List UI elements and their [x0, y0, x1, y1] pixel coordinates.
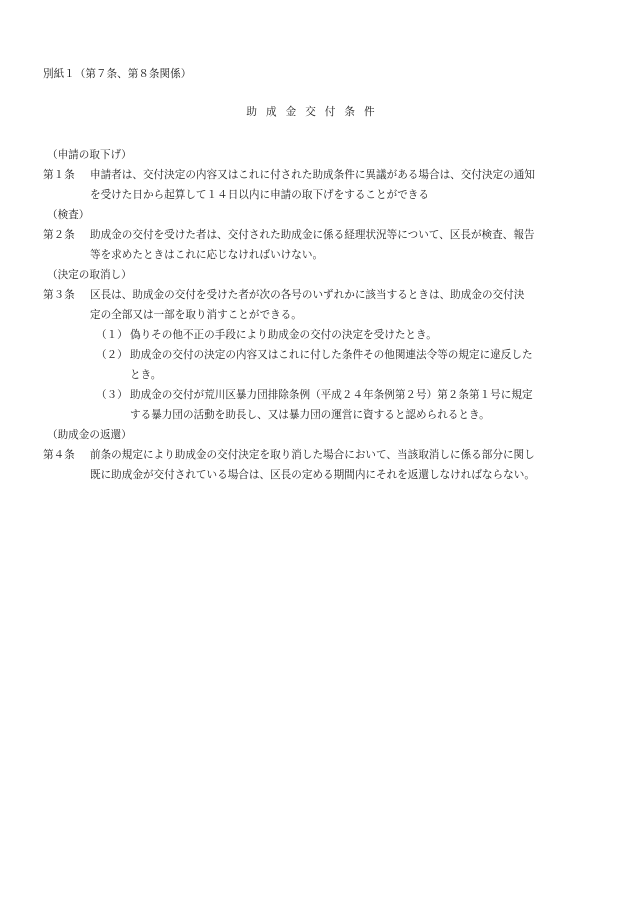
item-text-line: 偽りその他不正の手段により助成金の交付の決定を受けたとき。 — [130, 329, 437, 341]
item-number: （１） — [96, 329, 128, 341]
article-text-line: 既に助成金が交付されている場合は、区長の定める期間内にそれを返還しなければならない。 — [90, 469, 535, 481]
section-1 — [43, 145, 593, 205]
article-number: 第４条 — [43, 449, 75, 461]
article-text — [43, 165, 593, 205]
list-item — [43, 345, 593, 385]
article-number: 第３条 — [43, 289, 75, 301]
list-item — [43, 325, 593, 345]
section-2 — [43, 205, 593, 265]
article-3 — [43, 285, 593, 325]
item-number: （２） — [96, 349, 128, 361]
section-heading: （決定の取消し） — [47, 269, 132, 281]
item-number: （３） — [96, 389, 128, 401]
article-number: 第２条 — [43, 229, 75, 241]
article-text-line: 定の全部又は一部を取り消すことができる。 — [90, 309, 302, 321]
page-title: 助成金交付条件 — [246, 106, 384, 118]
section-4 — [43, 425, 593, 485]
article-2 — [43, 225, 593, 265]
article-text — [43, 445, 593, 485]
list-item — [43, 385, 593, 425]
section-heading: （申請の取下げ） — [47, 149, 132, 161]
article-text — [43, 285, 593, 325]
item-text-line: 助成金の交付が荒川区暴力団排除条例（平成２４年条例第２号）第２条第１号に規定 — [130, 389, 533, 401]
appendix-label: 別紙１（第７条、第８条関係） — [43, 68, 192, 80]
article-text-line: 前条の規定により助成金の交付決定を取り消した場合において、当該取消しに係る部分に関し — [90, 449, 535, 461]
article-4 — [43, 445, 593, 485]
article-text-line: 申請者は、交付決定の内容又はこれに付された助成条件に異議がある場合は、交付決定の通知 — [90, 169, 535, 181]
section-heading: （助成金の返還） — [47, 429, 132, 441]
article-text-line: 助成金の交付を受けた者は、交付された助成金に係る経理状況等について、区長が検査、報告 — [90, 229, 535, 241]
article-text — [43, 225, 593, 265]
section-heading: （検査） — [47, 209, 90, 221]
article-text-line: を受けた日から起算して１４日以内に申請の取下げをすることができる — [90, 189, 429, 201]
document-body — [43, 145, 593, 485]
article-text-line: 区長は、助成金の交付を受けた者が次の各号のいずれかに該当するときは、助成金の交付決 — [90, 289, 525, 301]
article-1 — [43, 165, 593, 205]
item-text-line: とき。 — [130, 369, 162, 381]
item-text-line: する暴力団の活動を助長し、又は暴力団の運営に資すると認められるとき。 — [130, 409, 490, 421]
article-number: 第１条 — [43, 169, 75, 181]
section-3 — [43, 265, 593, 425]
article-text-line: 等を求めたときはこれに応じなければいけない。 — [90, 249, 324, 261]
item-text-line: 助成金の交付の決定の内容又はこれに付した条件その他関連法令等の規定に違反した — [130, 349, 533, 361]
